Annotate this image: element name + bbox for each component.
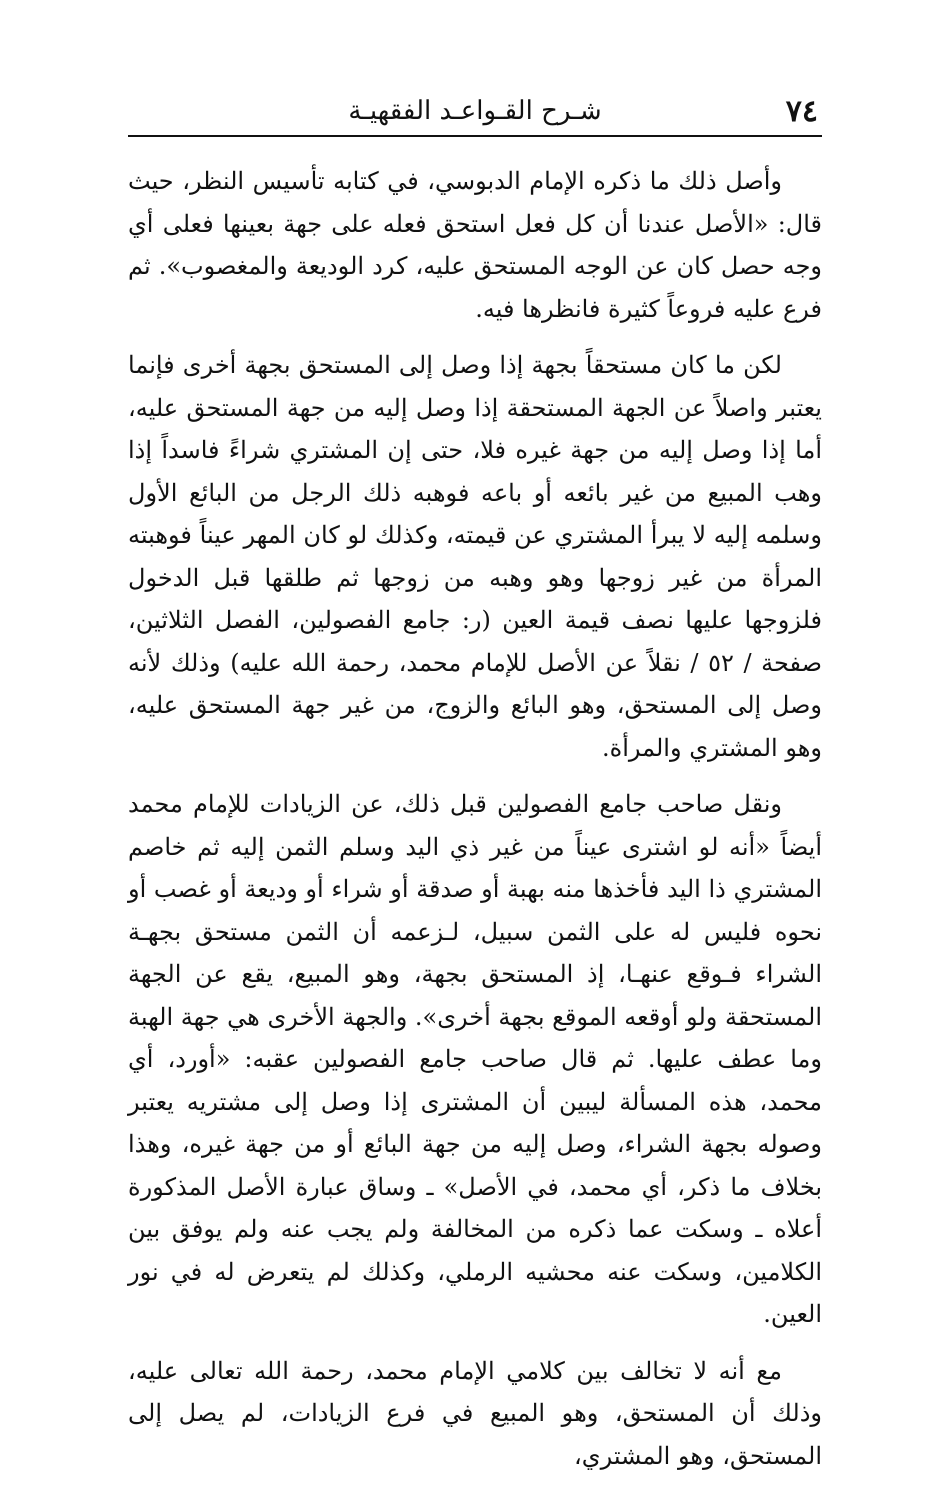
page-number: ٧٤ [785,94,818,129]
paragraph: ونقل صاحب جامع الفصولين قبل ذلك، عن الزيادات للإمام محمد أيضاً «أنه لو اشترى عيناً من غير ذي اليد وسلم الثمن إليه ثم خاصم المشتري ذا اليد فأخذها منه بهبة أو صدقة أو شراء أو وديعة أو غصب أو نحوه فليس له على الثمن سبيل، لـزعمه أن الثمن مستحق بجهـة الشراء فـوقع عنهـا، إذ المستحق بجهة، وهو المبيع، يقع عن الجهة المستحقة ولو أوقعه الموقع بجهة أخرى». والجهة الأخرى هي جهة الهبة وما عطف عليها. ثم قال صاحب جامع الفصولين عقبه: «أورد، أي محمد، هذه المسألة ليبين أن المشترى إذا وصل إلى مشتريه يعتبر وصوله بجهة الشراء، وصل إليه من جهة البائع أو من جهة غيره، وهذا بخلاف ما ذكر، أي محمد، في الأصل» ـ وساق عبارة الأصل المذكورة أعلاه ـ وسكت عما ذكره من المخالفة ولم يجب عنه ولم يوفق بين الكلامين، وسكت عنه محشيه الرملي، وكذلك لم يتعرض له في نور العين. [127,790,822,1328]
paragraph: وأصل ذلك ما ذكره الإمام الدبوسي، في كتابه تأسيس النظر، حيث قال: «الأصل عندنا أن كل فعل استحق فعله على جهة بعينها فعلى أي وجه حصل كان عن الوجه المستحق عليه، كرد الوديعة والمغصوب». ثم فرع عليه فروعاً كثيرة فانظرها فيه. [128,167,822,323]
header-rule [128,135,822,137]
running-title: شـرح القـواعـد الفقهيـة [348,96,602,126]
running-header [128,92,822,132]
body-text [128,160,822,1491]
paragraph: لكن ما كان مستحقاً بجهة إذا وصل إلى المستحق بجهة أخرى فإنما يعتبر واصلاً عن الجهة المستحقة إذا وصل إليه من جهة المستحق عليه، أما إذا وصل إليه من جهة غيره فلا، حتى إن المشتري شراءً فاسداً إذا وهب المبيع من غير بائعه أو باعه فوهبه ذلك الرجل من البائع الأول وسلمه إليه لا يبرأ المشتري عن قيمته، وكذلك لو كان المهر عيناً فوهبته المرأة من غير زوجها وهو وهبه من زوجها ثم طلقها قبل الدخول فلزوجها عليها نصف قيمة العين (ر: جامع الفصولين، الفصل الثلاثين، صفحة / ٥٢ / نقلاً عن الأصل للإمام محمد، رحمة الله عليه) وذلك لأنه وصل إلى المستحق، وهو البائع والزوج، من غير جهة المستحق عليه، وهو المشتري والمرأة. [128,351,822,762]
paragraph: مع أنه لا تخالف بين كلامي الإمام محمد، رحمة الله تعالى عليه، وذلك أن المستحق، وهو المبيع في فرع الزيادات، لم يصل إلى المستحق، وهو المشتري، [128,1356,822,1470]
